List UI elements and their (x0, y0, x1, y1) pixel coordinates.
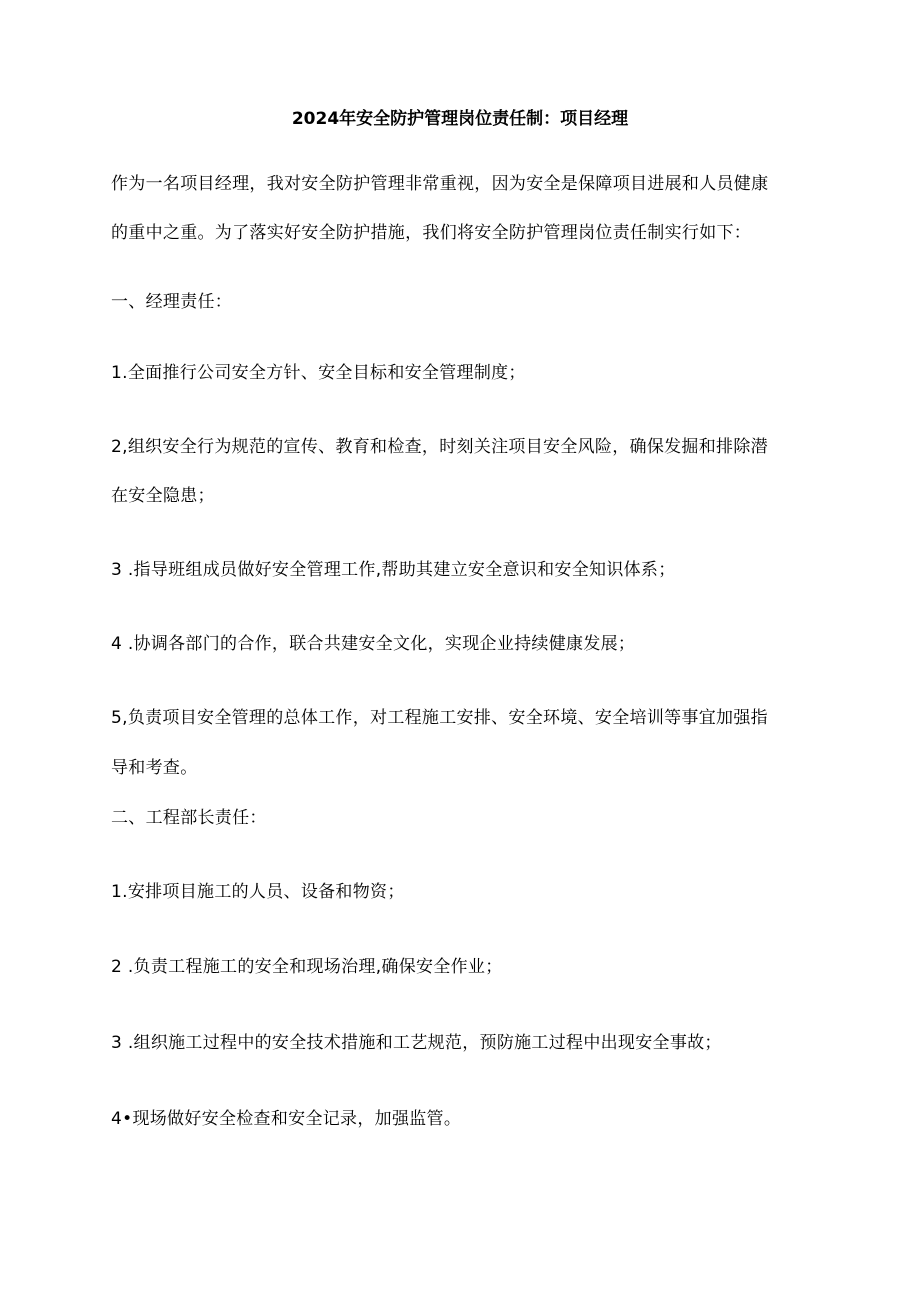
section-1-item-5-line-1: 5,负责项目安全管理的总体工作，对工程施工安排、安全环境、安全培训等事宜加强指 (111, 708, 768, 728)
section-2-item-1: 1.安排项目施工的人员、设备和物资； (111, 882, 405, 902)
section-1-item-1: 1.全面推行公司安全方针、安全目标和安全管理制度； (111, 363, 526, 383)
intro-paragraph-line-2: 的重中之重。为了落实好安全防护措施，我们将安全防护管理岗位责任制实行如下： (111, 223, 752, 243)
section-2-heading: 二、工程部长责任： (111, 808, 267, 828)
section-1-heading: 一、经理责任： (111, 292, 233, 312)
intro-paragraph-line-1: 作为一名项目经理，我对安全防护管理非常重视，因为安全是保障项目进展和人员健康 (111, 174, 769, 194)
section-2-item-3: 3 .组织施工过程中的安全技术措施和工艺规范，预防施工过程中出现安全事故； (111, 1033, 722, 1053)
section-1-item-2-line-2: 在安全隐患； (111, 486, 215, 506)
document-title: 2024年安全防护管理岗位责任制：项目经理 (291, 109, 629, 129)
section-2-item-2: 2 .负责工程施工的安全和现场治理,确保安全作业； (111, 957, 503, 977)
section-1-item-5-line-2: 导和考查。 (111, 758, 198, 778)
section-1-item-3: 3 .指导班组成员做好安全管理工作,帮助其建立安全意识和安全知识体系； (111, 560, 676, 580)
section-2-item-4: 4•现场做好安全检查和安全记录，加强监管。 (111, 1109, 462, 1129)
section-1-item-4: 4 .协调各部门的合作，联合共建安全文化，实现企业持续健康发展； (111, 634, 636, 654)
section-1-item-2-line-1: 2,组织安全行为规范的宣传、教育和检查，时刻关注项目安全风险，确保发掘和排除潜 (111, 437, 768, 457)
